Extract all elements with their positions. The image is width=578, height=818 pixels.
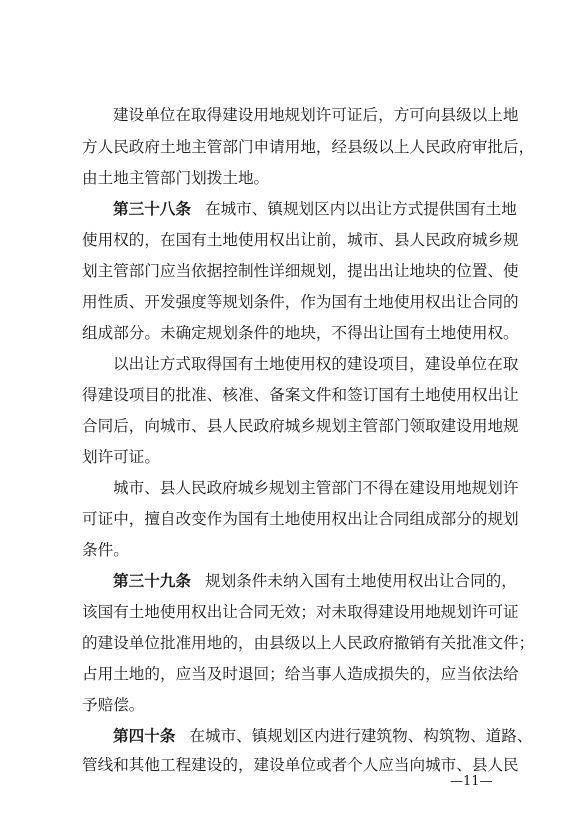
text-line: 用性质、开发强度等规划条件，作为国有土地使用权出让合同的: [82, 293, 519, 311]
text-line: 占用土地的，应当及时退回；给当事人造成损失的，应当依法给: [82, 665, 519, 683]
text-line: 组成部分。未确定规划条件的地块，不得出让国有土地使用权。: [82, 324, 519, 342]
article-heading: 第三十九条: [113, 572, 191, 590]
article-39-first-line: [113, 566, 517, 596]
text-line: 由土地主管部门划拨土地。: [82, 169, 270, 187]
text-line: 得建设项目的批准、核准、备案文件和签订国有土地使用权出让: [82, 386, 519, 404]
text-line: 条件。: [82, 541, 129, 559]
text-line: 划主管部门应当依据控制性详细规划，提出出让地块的位置、使: [82, 262, 519, 280]
text-span: 在城市、镇规划区内进行建筑物、构筑物、道路、: [189, 727, 533, 745]
text-line: 予赔偿。: [82, 696, 145, 714]
text-span: 在城市、镇规划区内以出让方式提供国有土地: [204, 200, 517, 218]
text-line: 方人民政府土地主管部门申请用地，经县级以上人民政府审批后，: [82, 138, 535, 156]
text-line: 的建设单位批准用地的，由县级以上人民政府撤销有关批准文件；: [82, 634, 535, 652]
article-heading: 第四十条: [113, 727, 176, 745]
text-line: 管线和其他工程建设的，建设单位或者个人应当向城市、县人民: [82, 756, 519, 774]
page-number: —11—: [450, 774, 493, 789]
text-line: 合同后，向城市、县人民政府城乡规划主管部门领取建设用地规: [82, 417, 519, 435]
article-heading: 第三十八条: [113, 200, 191, 218]
text-line: 以出让方式取得国有土地使用权的建设项目，建设单位在取: [113, 355, 519, 373]
text-line: 建设单位在取得建设用地规划许可证后，方可向县级以上地: [113, 106, 519, 124]
text-line: 可证中，擅自改变作为国有土地使用权出让合同组成部分的规划: [82, 510, 519, 528]
text-line: 划许可证。: [82, 448, 160, 466]
article-38-first-line: [113, 194, 517, 224]
text-span: 规划条件未纳入国有土地使用权出让合同的，: [204, 572, 517, 590]
article-40-first-line: [113, 721, 533, 751]
text-line: 使用权的，在国有土地使用权出让前，城市、县人民政府城乡规: [82, 231, 519, 249]
text-line: 该国有土地使用权出让合同无效；对未取得建设用地规划许可证: [82, 603, 519, 621]
text-line: 城市、县人民政府城乡规划主管部门不得在建设用地规划许: [113, 479, 519, 497]
